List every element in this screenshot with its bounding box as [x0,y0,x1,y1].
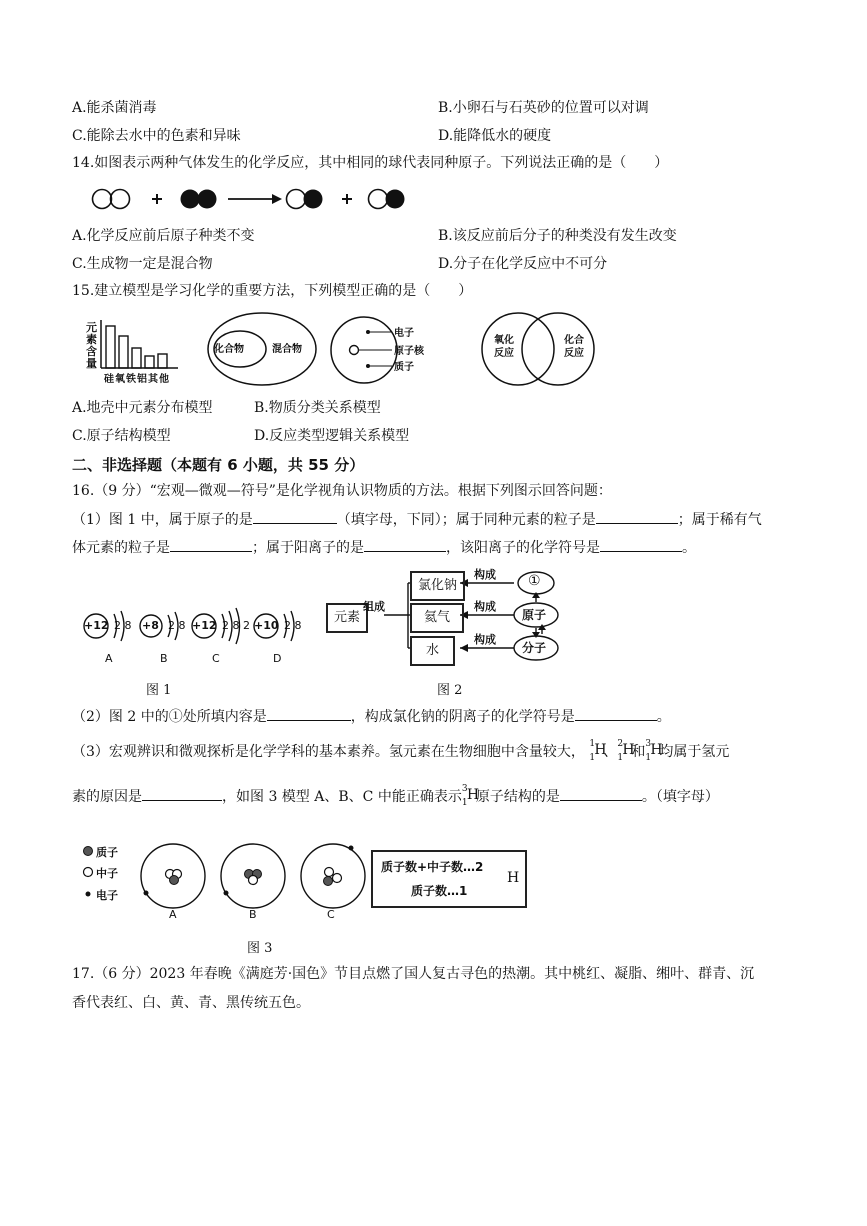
fig1-shells-c: 2 8 2 [222,619,250,632]
fig2-water-box: 水 [410,636,455,666]
fig1-letter-c: C [212,652,220,665]
fig2-blank-one: ① [528,573,541,589]
fig1-caption: 图 1 [146,683,172,698]
bar-aluminum [145,356,154,368]
isotope-number: 1 [589,753,596,763]
nucleus-icon [350,346,359,355]
fig3-legend-neutron: 中子 [96,867,118,880]
q16-stem: 16.（9 分）“宏观—微观—符号”是化学视角认识物质的方法。根据下列图示回答问题： [72,483,612,499]
answer-blank[interactable] [600,537,682,552]
q13-option-c: C.能除去水中的色素和异味 [72,128,241,144]
q14-stem: 14.如图表示两种气体发生的化学反应，其中相同的球代表同种原子。下列说法正确的是（ ） [72,155,669,171]
q14-option-b: B.该反应前后分子的种类没有发生改变 [438,228,677,244]
q15-option-c: C.原子结构模型 [72,428,171,444]
q14-reaction-diagram [86,180,426,220]
isotope-number: 1 [461,798,468,808]
isotope-symbol: H [650,742,663,758]
q15-bar-model [86,318,181,384]
isotope-mass: 1 [589,739,596,749]
fig2-nacl-box: 氯化钠 [410,571,465,601]
atom-label-electron: 电子 [394,328,414,339]
fig3-letter-c: C [327,908,335,921]
q16-part3-line1: （3）宏观辨识和微观探析是化学学科的基本素养。氢元素在生物细胞中含量较大， 1 1 H 、 2 1 H 和 3 1 H 均属于氢元 [72,740,729,762]
bar-oxygen [119,336,128,368]
answer-blank[interactable] [253,509,337,524]
q13-option-a: A.能杀菌消毒 [72,100,157,116]
fig3-legend-electron: 电子 [96,889,118,902]
q14-option-d: D.分子在化学反应中不可分 [438,256,608,272]
q16-part1-line1: （1）图 1 中，属于原子的是 （填字母，下同）；属于同种元素的粒子是 ；属于稀有气 [72,509,762,530]
set-inner-label: 化合物 [214,344,244,355]
isotope-number: 1 [645,753,652,763]
white-atom-icon [93,190,112,209]
fig1-shells-a: 2 8 [114,619,132,632]
answer-blank[interactable] [267,706,351,721]
fig2-element-box: 元素 [326,603,368,633]
q14-option-c: C.生成物一定是混合物 [72,256,213,272]
q13-option-d: D.能降低水的硬度 [438,128,552,144]
fig3-letter-b: B [249,908,257,921]
q16-fig3-diagrams [80,838,370,914]
venn-left-label: 氧化反应 [494,335,514,359]
fig2-constitute-label: 构成 [474,568,496,581]
fig2-molecule-label: 分子 [522,641,547,655]
isotope-symbol: H [594,742,607,758]
fig2-helium-box: 氦气 [410,603,464,633]
q15-option-d: D.反应类型逻辑关系模型 [254,428,410,444]
bar-iron [132,348,141,368]
bar-model-ylabel: 元素含量 [86,321,97,370]
fig1-shells-d: 2 8 [284,619,302,632]
electron-icon [86,892,91,897]
fig3-legend-proton: 质子 [96,846,118,859]
atom-label-proton: 质子 [394,362,414,373]
q15-stem: 15.建立模型是学习化学的重要方法，下列模型正确的是（ ） [72,283,473,299]
fig2-compose-label: 组成 [363,600,385,613]
fig1-shells-b: 2 8 [168,619,186,632]
isotope-mass: 3 [645,739,652,749]
answer-blank[interactable] [560,786,642,801]
neutron-icon [84,868,93,877]
fig2-atom-label: 原子 [522,608,547,622]
answer-blank[interactable] [596,509,678,524]
q16-part1-line2: 体元素的粒子是 ；属于阳离子的是 ，该阳离子的化学符号是 。 [72,537,696,558]
section2-title: 二、非选择题（本题有 6 小题，共 55 分） [72,456,365,474]
bar-silicon [106,326,115,368]
fig2-constitute-label: 构成 [474,633,496,646]
fig1-letter-a: A [105,652,113,665]
fig3-hydrogen-box [371,850,527,908]
fig2-caption: 图 2 [437,683,463,698]
atom-label-nucleus: 原子核 [394,346,424,357]
q16-part3-line2: 素的原因是 ，如图 3 模型 A、B、C 中能正确表示 3 1 H 原子结构的是 。（填字母） [72,785,719,807]
proton-icon [84,847,93,856]
fig3-box-line1: 质子数+中子数…2 [381,860,484,874]
black-atom-icon [198,190,217,209]
bar-model-xlabels: 硅氧铁铝其他 [104,374,170,385]
fig1-letter-b: B [160,652,168,665]
fig1-nucleus-b: +8 [142,619,159,632]
q15-option-b: B.物质分类关系模型 [254,400,381,416]
isotope-symbol: H [466,787,480,803]
fig1-nucleus-a: +12 [84,619,109,632]
q17-line1: 17.（6 分）2023 年春晚《满庭芳·国色》节目点燃了国人复古寻色的热潮。其中桃红、凝脂、缃叶、群青、沉 [72,966,755,982]
fig3-box-line2: 质子数…1 [411,884,468,898]
black-atom-icon [181,190,200,209]
isotope-number: 1 [617,753,624,763]
answer-blank[interactable] [170,537,252,552]
set-outer-label: 混合物 [272,344,302,355]
q15-option-a: A.地壳中元素分布模型 [72,400,213,416]
fig2-constitute-label: 构成 [474,600,496,613]
fig1-nucleus-c: +12 [192,619,217,632]
fig1-nucleus-d: +10 [254,619,279,632]
q13-option-b: B.小卵石与石英砂的位置可以对调 [438,100,649,116]
answer-blank[interactable] [575,706,657,721]
isotope-mass: 2 [617,739,624,749]
q16-part2: （2）图 2 中的①处所填内容是 ，构成氯化钠的阴离子的化学符号是 。 [72,706,671,727]
bar-other [158,354,167,368]
q17-line2: 香代表红、白、黄、青、黑传统五色。 [72,995,310,1011]
isotope-symbol: H [622,742,635,758]
answer-blank[interactable] [364,537,446,552]
isotope-mass: 3 [461,784,468,794]
q14-option-a: A.化学反应前后原子种类不变 [72,228,255,244]
answer-blank[interactable] [142,786,222,801]
venn-right-label: 化合反应 [564,335,584,359]
white-atom-icon [111,190,130,209]
fig3-caption: 图 3 [247,941,273,956]
fig3-box-symbol: H [507,870,520,886]
fig1-letter-d: D [273,652,282,665]
fig3-letter-a: A [169,908,177,921]
